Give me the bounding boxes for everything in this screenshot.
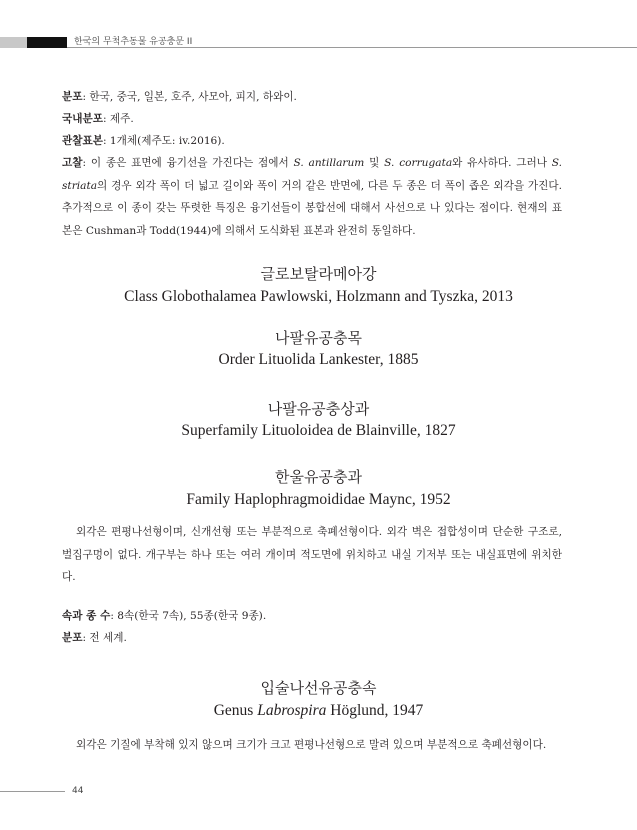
genus-heading-latin (0, 701, 637, 721)
domestic-text: : 제주. (102, 113, 134, 125)
family-distribution-label: 분포 (62, 632, 83, 644)
family-heading-latin: Family Haplophragmoididae Maync, 1952 (186, 491, 451, 508)
order-heading-korean: 나팔유공충목 (275, 329, 362, 347)
order-heading-latin: Order Lituolida Lankester, 1885 (218, 351, 419, 368)
genus-prefix: Genus (213, 702, 258, 719)
superfamily-heading-latin: Superfamily Lituoloidea de Blainville, 1827 (181, 422, 456, 439)
genus-description: 외각은 기질에 부착해 있지 않으며 크기가 크고 편평나선형으로 말려 있으며 부분적으로 축폐선형이다. (76, 739, 547, 751)
family-heading-korean: 한울유공충과 (275, 468, 362, 486)
specimens-label: 관찰표본 (62, 135, 103, 147)
remarks-label: 고찰 (62, 157, 83, 169)
genera-count-line (62, 605, 562, 628)
remarks-paragraph (62, 152, 562, 242)
family-distribution-line (62, 627, 562, 650)
species-name-antillarum: S. antillarum (293, 157, 365, 169)
genera-count-label: 속과 종 수 (62, 610, 111, 622)
domestic-distribution-line (62, 108, 562, 131)
species-name-corrugata: S. corrugata (384, 157, 453, 169)
distribution-text: : 한국, 중국, 일본, 호주, 사모아, 피지, 하와이. (82, 91, 297, 103)
domestic-label: 국내분포 (62, 113, 103, 125)
family-distribution-text: : 전 세계. (82, 632, 127, 644)
header-gray-bar (0, 37, 27, 48)
remarks-text-3: 와 유사하다. 그러나 (452, 157, 552, 169)
header-black-bar (27, 37, 67, 48)
distribution-label: 분포 (62, 91, 83, 103)
distribution-line (62, 86, 562, 109)
species-name-striata: S. striata (62, 157, 562, 192)
page-number: 44 (72, 786, 84, 796)
genera-count-text: : 8속(한국 7속), 55종(한국 9종). (110, 610, 267, 622)
remarks-text-4: 의 경우 외각 폭이 더 넓고 길이와 폭이 거의 같은 반면에, 다른 두 종은 더 폭이 좁은 외각을 가진다. 추가적으로 이 종이 갖는 뚜렷한 특징은 융기선들이 봉합선에 대해서 사선으로 나 있다는 점이다. 현재의 표본은 Cushman과 Todd(1944)에 의해서 도식화된 표본과 완전히 동일하다. (62, 179, 562, 237)
class-heading-latin: Class Globothalamea Pawlowski, Holzmann and Tyszka, 2013 (124, 288, 513, 305)
running-title: 한국의 무척추동물 유공충문 II (74, 37, 193, 47)
remarks-text-1: : 이 종은 표면에 융기선을 가진다는 점에서 (82, 157, 294, 169)
genus-authority: Höglund, 1947 (326, 702, 424, 719)
genus-name: Labrospira (257, 702, 327, 719)
superfamily-heading-korean: 나팔유공충상과 (267, 400, 370, 418)
family-description: 외각은 편평나선형이며, 신개선형 또는 부분적으로 축폐선형이다. 외각 벽은 접합성이며 단순한 구조로, 벌집구멍이 없다. 개구부는 하나 또는 여러 개이며 적도면에 위치하고 내실 기저부 또는 내실표면에 위치한다. (62, 526, 562, 583)
remarks-text-2: 및 (364, 157, 385, 169)
class-heading-korean: 글로보탈라메아강 (260, 265, 377, 283)
footer-rule (0, 791, 65, 792)
specimens-line (62, 130, 562, 153)
genus-heading-korean: 입술나선유공충속 (260, 679, 377, 697)
specimens-text: : 1개체(제주도: iv.2016). (102, 135, 225, 147)
header-rule (67, 47, 637, 48)
